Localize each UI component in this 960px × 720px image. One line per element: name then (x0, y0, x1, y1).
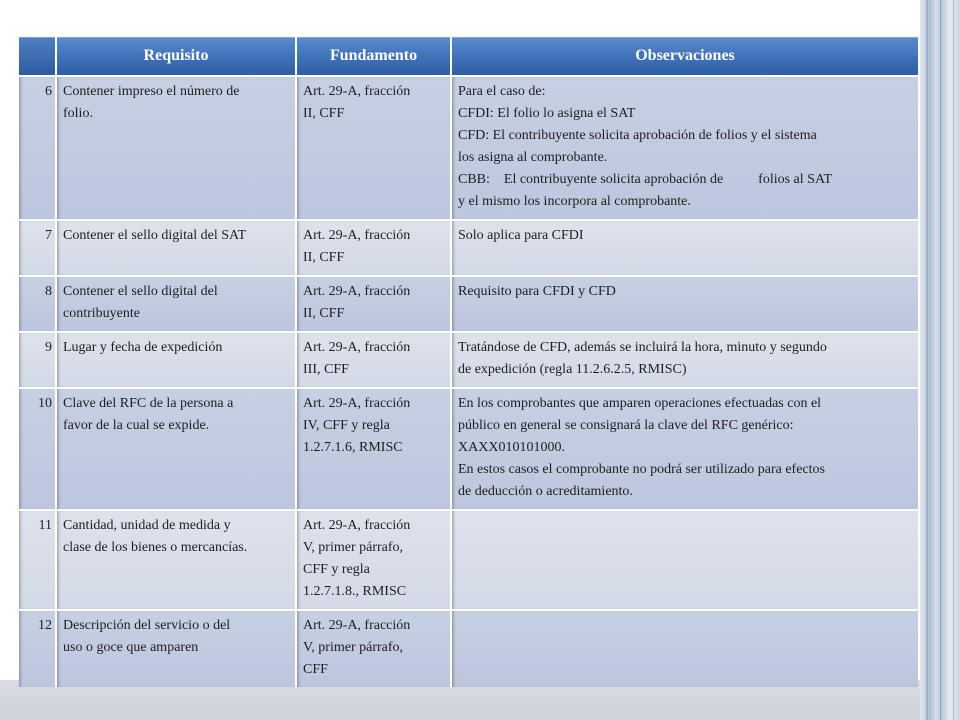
table-row (19, 609, 918, 687)
cell-line: Contener el sello digital del (63, 284, 218, 299)
observaciones-cell (452, 387, 918, 509)
cell-line: Art. 29-A, fracción (303, 340, 411, 355)
header-requisito: Requisito (57, 37, 297, 75)
row-number: 11 (19, 509, 57, 609)
table-row (19, 75, 918, 219)
slide-right-frame (920, 0, 960, 720)
cell-line: de expedición (regla 11.2.6.2.5, RMISC) (458, 362, 687, 377)
cell-line: II, CFF (303, 250, 345, 265)
fundamento-cell (297, 331, 452, 387)
observaciones-cell (452, 331, 918, 387)
frame-line (940, 0, 941, 720)
cell-line: los asigna al comprobante. (458, 150, 608, 165)
table-row (19, 275, 918, 331)
cell-line: público en general se consignará la clave del RFC genérico: (458, 418, 794, 433)
observaciones-cell (452, 75, 918, 219)
cell-line: y el mismo los incorpora al comprobante. (458, 194, 691, 209)
cell-line: CBB: El contribuyente solicita aprobación de folios al SAT (458, 172, 833, 187)
cell-line: V, primer párrafo, (303, 540, 404, 555)
cell-line: CFF y regla (303, 562, 370, 577)
cell-line: Contener el sello digital del SAT (63, 228, 247, 243)
cell-line: Art. 29-A, fracción (303, 284, 411, 299)
row-number: 8 (19, 275, 57, 331)
table-row (19, 219, 918, 275)
cell-line: 1.2.7.1.8., RMISC (303, 584, 407, 599)
cell-line: folio. (63, 106, 93, 121)
table-row (19, 387, 918, 509)
row-number: 10 (19, 387, 57, 509)
cell-line: Cantidad, unidad de medida y (63, 518, 231, 533)
cell-line: Para el caso de: (458, 84, 546, 99)
observaciones-cell (452, 275, 918, 331)
fundamento-cell (297, 219, 452, 275)
fundamento-cell (297, 609, 452, 687)
cell-line: Tratándose de CFD, además se incluirá la hora, minuto y segundo (458, 340, 827, 355)
cell-line: Descripción del servicio o del (63, 618, 231, 633)
row-number: 12 (19, 609, 57, 687)
cell-line: 1.2.7.1.6, RMISC (303, 440, 403, 455)
cell-line: Clave del RFC de la persona a (63, 396, 234, 411)
cell-line: Contener impreso el número de (63, 84, 240, 99)
cell-line: Art. 29-A, fracción (303, 618, 411, 633)
row-number: 6 (19, 75, 57, 219)
cell-line: III, CFF (303, 362, 349, 377)
row-number: 7 (19, 219, 57, 275)
cell-line: Requisito para CFDI y CFD (458, 284, 616, 299)
cell-line: En los comprobantes que amparen operaciones efectuadas con el (458, 396, 822, 411)
cell-line: uso o goce que amparen (63, 640, 199, 655)
requisito-cell (57, 275, 297, 331)
table-row (19, 509, 918, 609)
fundamento-cell (297, 509, 452, 609)
frame-line (926, 0, 928, 720)
cell-line: CFDI: El folio lo asigna el SAT (458, 106, 636, 121)
cell-line: En estos casos el comprobante no podrá ser utilizado para efectos (458, 462, 825, 477)
requirements-table-container (19, 37, 918, 687)
fundamento-cell (297, 387, 452, 509)
row-number: 9 (19, 331, 57, 387)
requisito-cell (57, 75, 297, 219)
cell-line: Art. 29-A, fracción (303, 84, 411, 99)
cell-line: contribuyente (63, 306, 140, 321)
requisito-cell (57, 509, 297, 609)
cell-line: de deducción o acreditamiento. (458, 484, 633, 499)
cell-line: Art. 29-A, fracción (303, 518, 411, 533)
header-observaciones: Observaciones (452, 37, 918, 75)
fundamento-cell (297, 75, 452, 219)
requisito-cell (57, 219, 297, 275)
header-fundamento: Fundamento (297, 37, 452, 75)
requisito-cell (57, 331, 297, 387)
observaciones-cell-empty (452, 509, 918, 609)
header-number (19, 37, 57, 75)
cell-line: V, primer párrafo, (303, 640, 404, 655)
cell-line: Lugar y fecha de expedición (63, 340, 223, 355)
cell-line: XAXX010101000. (458, 440, 565, 455)
cell-line: CFF (303, 662, 328, 677)
observaciones-cell-empty (452, 609, 918, 687)
table-header-row (19, 37, 918, 75)
cell-line: IV, CFF y regla (303, 418, 390, 433)
cell-line: II, CFF (303, 106, 345, 121)
requirements-table (19, 37, 918, 687)
table-row (19, 331, 918, 387)
cell-line: Art. 29-A, fracción (303, 228, 411, 243)
requisito-cell (57, 609, 297, 687)
observaciones-cell (452, 219, 918, 275)
cell-line: II, CFF (303, 306, 345, 321)
cell-line: favor de la cual se expide. (63, 418, 210, 433)
frame-line (953, 0, 954, 720)
requisito-cell (57, 387, 297, 509)
cell-line: Art. 29-A, fracción (303, 396, 411, 411)
cell-line: CFD: El contribuyente solicita aprobación de folios y el sistema (458, 128, 817, 143)
cell-line: clase de los bienes o mercancías. (63, 540, 248, 555)
cell-line: Solo aplica para CFDI (458, 228, 584, 243)
fundamento-cell (297, 275, 452, 331)
